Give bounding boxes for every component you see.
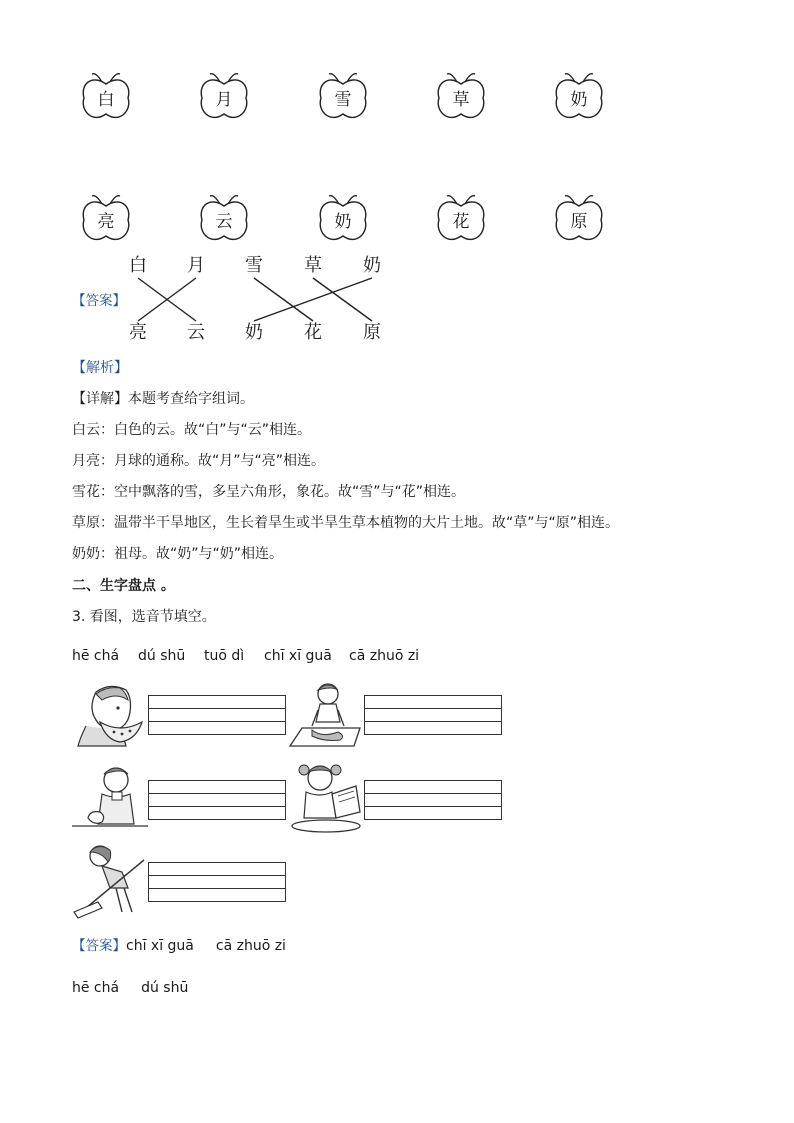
- match-top-char: 白: [129, 255, 147, 276]
- butterfly-char: 花: [452, 212, 470, 232]
- butterfly-char: 月: [215, 90, 233, 110]
- butterfly-char: 草: [452, 90, 470, 110]
- detail-line: [72, 389, 254, 409]
- question-text: 3. 看图，选音节填空。: [72, 609, 216, 625]
- match-bottom-char: 花: [304, 322, 322, 343]
- explanation-line: 月亮：月球的通称。故“月”与“亮”相连。: [72, 453, 326, 469]
- match-line: [254, 278, 372, 321]
- answer2-pinyin: dú shū: [141, 980, 189, 996]
- butterfly-char: 奶: [570, 90, 588, 110]
- match-bottom-char: 原: [363, 322, 381, 343]
- match-top-char: 雪: [245, 255, 263, 276]
- pinyin-option[interactable]: hē chá: [72, 648, 120, 664]
- answer2-label: 【答案】: [72, 938, 126, 954]
- answer2-pinyin: chī xī guā: [126, 938, 194, 954]
- explanation-line: 奶奶：祖母。故“奶”与“奶”相连。: [72, 546, 284, 562]
- answer-label: 【答案】: [72, 293, 126, 309]
- writing-lines[interactable]: [364, 780, 502, 820]
- writing-lines[interactable]: [148, 780, 286, 820]
- match-top-char: 月: [187, 255, 205, 276]
- match-bottom-char: 云: [187, 322, 205, 343]
- match-bottom-char: 奶: [245, 322, 263, 343]
- match-line: [313, 278, 372, 321]
- match-line: [254, 278, 313, 321]
- boy-eating-watermelon-image: [76, 682, 146, 748]
- detail-text: 本题考查给字组词。: [128, 391, 254, 407]
- butterfly-char: 雪: [334, 90, 352, 110]
- boy-wiping-table-image: [288, 680, 362, 750]
- pinyin-option[interactable]: dú shū: [138, 648, 186, 664]
- woman-mopping-floor-image: [72, 842, 148, 920]
- match-top-char: 奶: [363, 255, 381, 276]
- butterfly-char: 亮: [97, 212, 115, 232]
- answer2-pinyin: hē chá: [72, 980, 120, 996]
- detail-label: 【详解】: [72, 391, 128, 407]
- answer2-line1: [72, 936, 286, 956]
- butterfly-char: 云: [215, 212, 233, 232]
- analysis-label: 【解析】: [72, 360, 128, 376]
- butterfly-char: 原: [570, 212, 588, 232]
- man-drinking-tea-image: [72, 760, 148, 832]
- explanation-line: 白云：白色的云。故“白”与“云”相连。: [72, 422, 312, 438]
- explanation-line: 草原：温带半干旱地区，生长着旱生或半旱生草本植物的大片土地。故“草”与“原”相连。: [72, 515, 620, 531]
- answer2-pinyin: cā zhuō zi: [215, 938, 286, 954]
- pinyin-option[interactable]: tuō dì: [204, 648, 245, 664]
- pinyin-option[interactable]: cā zhuō zi: [349, 648, 420, 664]
- answer2-line2: [72, 978, 188, 998]
- writing-lines[interactable]: [364, 695, 502, 735]
- writing-lines[interactable]: [148, 695, 286, 735]
- writing-lines[interactable]: [148, 862, 286, 902]
- butterfly-char: 奶: [334, 212, 352, 232]
- girl-reading-book-image: [290, 760, 364, 834]
- pinyin-option[interactable]: chī xī guā: [264, 648, 332, 664]
- match-top-char: 草: [304, 255, 322, 276]
- explanation-line: 雪花：空中飘落的雪，多呈六角形，象花。故“雪”与“花”相连。: [72, 484, 466, 500]
- match-bottom-char: 亮: [129, 322, 147, 343]
- butterfly-char: 白: [97, 90, 115, 110]
- section-heading: 二、生字盘点 。: [72, 578, 175, 594]
